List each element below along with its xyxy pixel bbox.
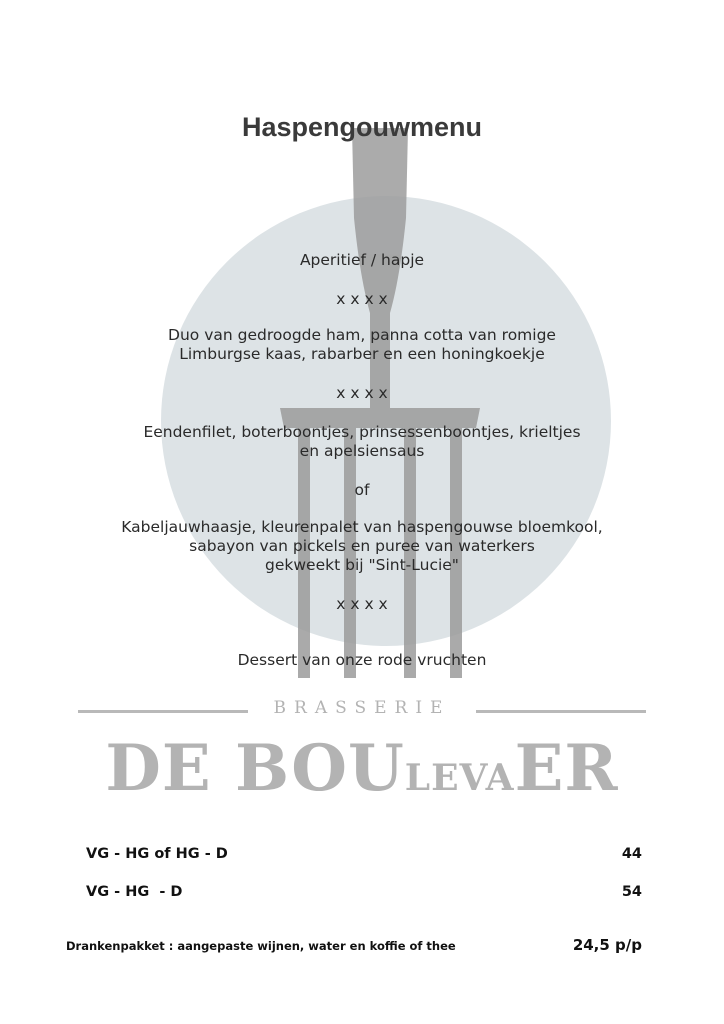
logo-name-part: ER (514, 731, 619, 806)
menu-main-b-line: sabayon van pickels en puree van waterkers (189, 537, 535, 555)
menu-main-b-line: gekweekt bij "Sint-Lucie" (265, 556, 459, 574)
price-label: VG - HG - D (86, 884, 183, 900)
menu-starter-line: Duo van gedroogde ham, panna cotta van romige (168, 326, 556, 344)
price-value: 54 (621, 884, 642, 900)
menu-separator: x x x x (336, 595, 388, 613)
menu-aperitief: Aperitief / hapje (299, 251, 425, 269)
menu-separator: x x x x (336, 290, 388, 308)
drinks-row (66, 936, 642, 954)
logo-brasserie-text: BRASSERIE (273, 698, 451, 718)
menu-or: of (354, 481, 370, 499)
menu-main-a-line: en apelsiensaus (299, 442, 425, 460)
price-row (86, 846, 642, 862)
page-title: Haspengouwmenu (241, 112, 483, 142)
drinks-label: Drankenpakket : aangepaste wijnen, water en koffie of thee (66, 939, 456, 953)
menu-main-b-line: Kabeljauwhaasje, kleurenpalet van haspengouwse bloemkool, (121, 518, 603, 536)
menu-dessert: Dessert van onze rode vruchten (237, 651, 487, 669)
price-label: VG - HG of HG - D (86, 846, 228, 862)
logo-name-part: LEVA (404, 757, 515, 799)
price-value: 44 (621, 846, 642, 862)
logo-name-part: DE BOU (105, 731, 405, 806)
menu-separator: x x x x (336, 384, 388, 402)
menu-starter-line: Limburgse kaas, rabarber en een honingkoekje (179, 345, 545, 363)
drinks-value: 24,5 p/p (572, 936, 642, 954)
price-row (86, 884, 642, 900)
logo-name (78, 731, 646, 806)
menu-main-a-line: Eendenfilet, boterboontjes, prinsessenboontjes, krieltjes (143, 423, 581, 441)
brasserie-logo (78, 695, 646, 805)
